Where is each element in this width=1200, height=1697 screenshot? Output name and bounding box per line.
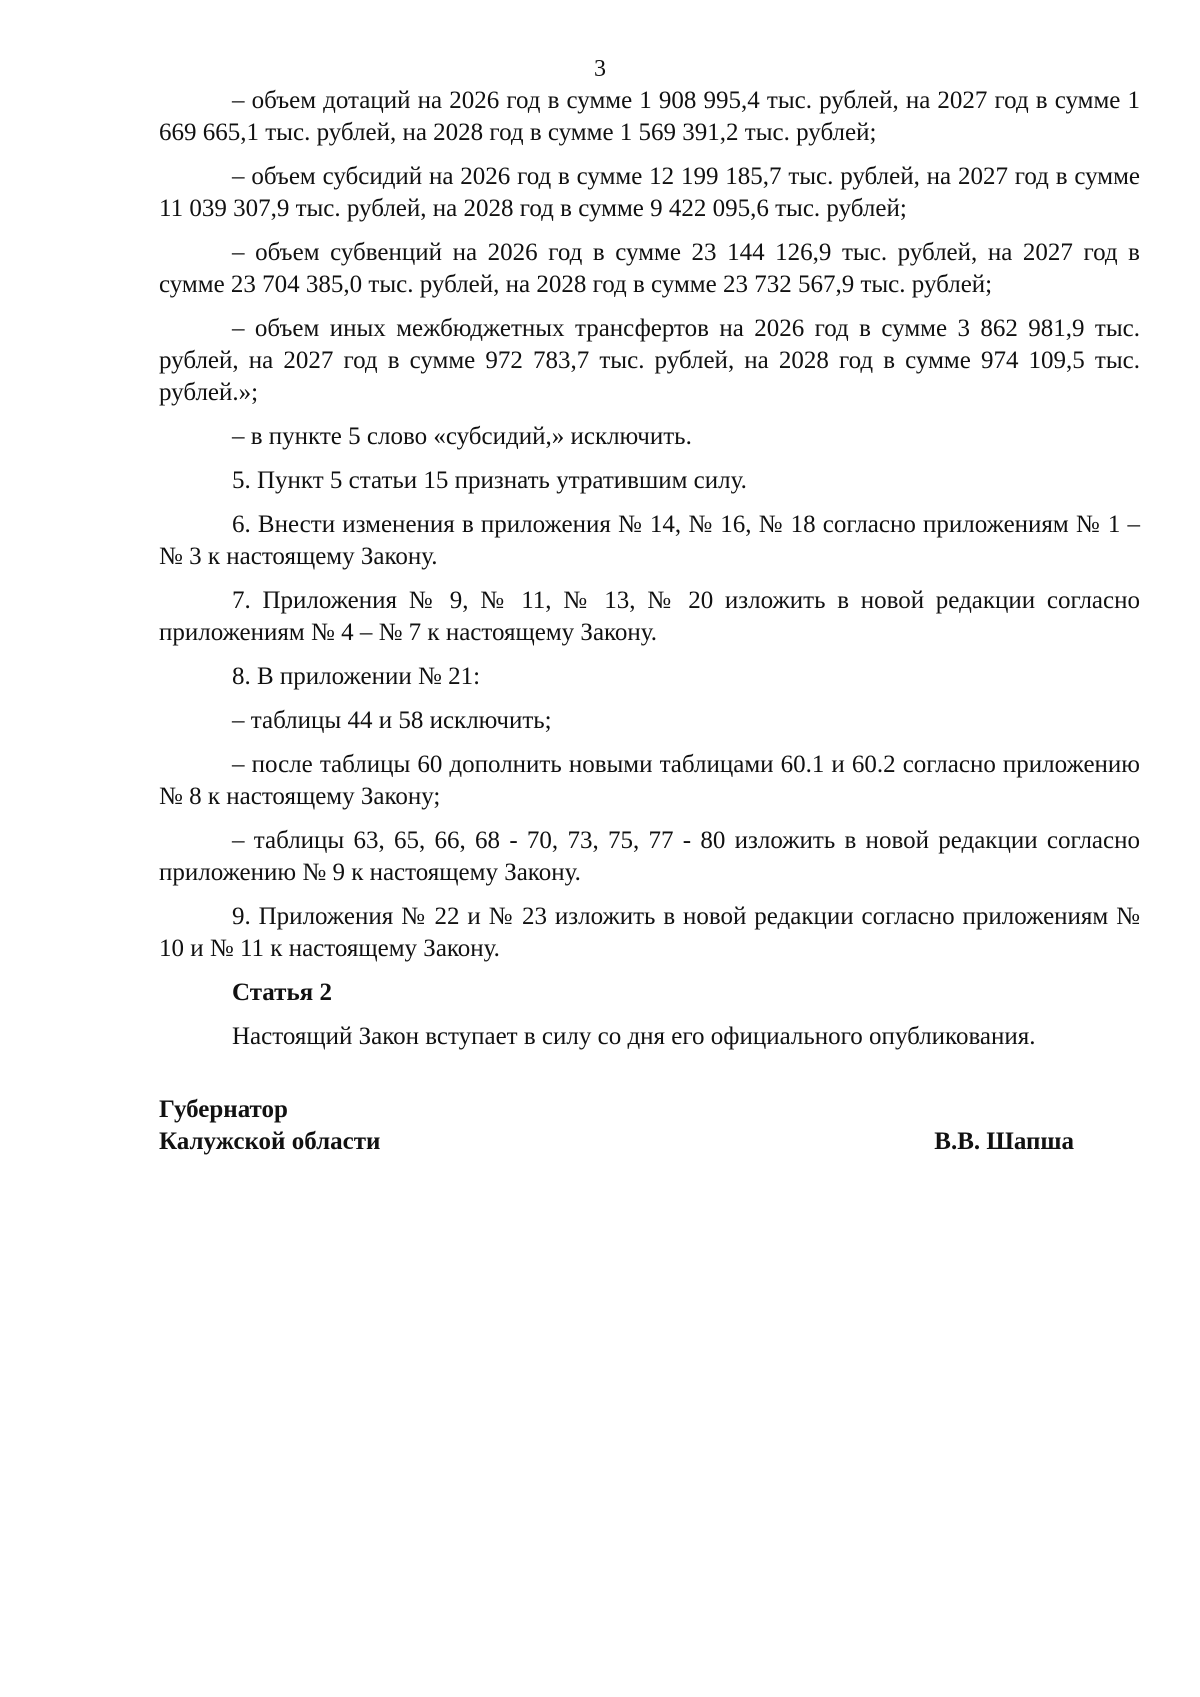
signature-name: В.В. Шапша: [934, 1128, 1074, 1155]
paragraph-point-8-tables-add: – после таблицы 60 дополнить новыми таблицами 60.1 и 60.2 согласно приложению № 8 к настоящему Закону;: [159, 751, 1140, 810]
signature-title-line1: Губернатор: [159, 1096, 288, 1123]
paragraph-point-8-tables-new-edition: – таблицы 63, 65, 66, 68 - 70, 73, 75, 77 - 80 изложить в новой редакции согласно приложению № 9 к настоящему Закону.: [159, 827, 1140, 886]
paragraph-item-5-change: – в пункте 5 слово «субсидий,» исключить.: [232, 423, 692, 450]
paragraph-point-6: 6. Внести изменения в приложения № 14, № 16, № 18 согласно приложениям № 1 – № 3 к настоящему Закону.: [159, 511, 1140, 570]
signature-title-line2: Калужской области: [159, 1128, 381, 1155]
paragraph-point-8-tables-exclude: – таблицы 44 и 58 исключить;: [232, 707, 552, 734]
paragraph-point-5: 5. Пункт 5 статьи 15 признать утратившим силу.: [232, 467, 747, 494]
page-number: 3: [594, 56, 606, 82]
paragraph-point-8: 8. В приложении № 21:: [232, 663, 481, 690]
paragraph-subsidies: – объем субсидий на 2026 год в сумме 12 199 185,7 тыс. рублей, на 2027 год в сумме 11 039 307,9 тыс. рублей, на 2028 год в сумме 9 422 095,6 тыс. рублей;: [159, 163, 1140, 222]
article-heading: Статья 2: [232, 979, 332, 1006]
paragraph-subsidies-dotations: – объем дотаций на 2026 год в сумме 1 908 995,4 тыс. рублей, на 2027 год в сумме 1 669 665,1 тыс. рублей, на 2028 год в сумме 1 569 391,2 тыс. рублей;: [159, 87, 1140, 146]
signature-row: [159, 1126, 1074, 1158]
article-text: Настоящий Закон вступает в силу со дня его официального опубликования.: [232, 1023, 1036, 1050]
paragraph-subventions: – объем субвенций на 2026 год в сумме 23 144 126,9 тыс. рублей, на 2027 год в сумме 23 704 385,0 тыс. рублей, на 2028 год в сумме 23 732 567,9 тыс. рублей;: [159, 239, 1140, 298]
paragraph-transfers: – объем иных межбюджетных трансфертов на 2026 год в сумме 3 862 981,9 тыс. рублей, на 2027 год в сумме 972 783,7 тыс. рублей, на 2028 год в сумме 974 109,5 тыс. рублей.»;: [159, 315, 1140, 406]
paragraph-point-9: 9. Приложения № 22 и № 23 изложить в новой редакции согласно приложениям № 10 и № 11 к настоящему Закону.: [159, 903, 1140, 962]
paragraph-point-7: 7. Приложения № 9, № 11, № 13, № 20 изложить в новой редакции согласно приложениям № 4 – № 7 к настоящему Закону.: [159, 587, 1140, 646]
document-body: [159, 85, 1140, 1053]
signature-block: [159, 1094, 1074, 1158]
